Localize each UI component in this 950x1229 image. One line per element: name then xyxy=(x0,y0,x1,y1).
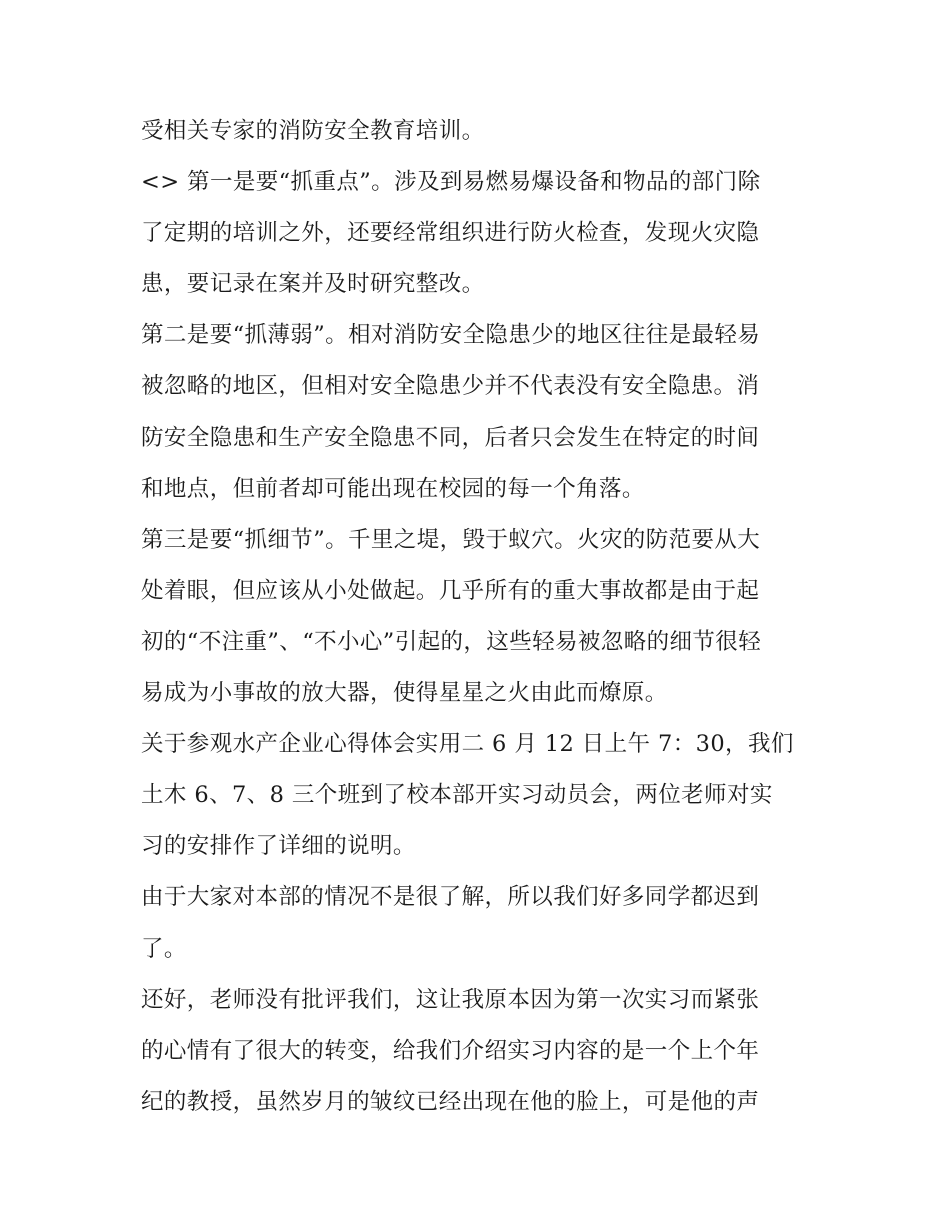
text-line: 了定期的培训之外，还要经常组织进行防火检查，发现火灾隐 xyxy=(141,220,760,247)
body-text xyxy=(141,112,821,1134)
text-line: 由于大家对本部的情况不是很了解，所以我们好多同学都迟到 xyxy=(141,884,760,911)
text-line: 和地点，但前者却可能出现在校园的每一个角落。 xyxy=(141,475,645,502)
text-line: 被忽略的地区，但相对安全隐患少并不代表没有安全隐患。消 xyxy=(141,373,760,400)
text-line: 处着眼，但应该从小处做起。几乎所有的重大事故都是由于起 xyxy=(141,577,760,604)
text-line: 防安全隐患和生产安全隐患不同，后者只会发生在特定的时间 xyxy=(141,424,760,451)
text-line: <> 第一是要“抓重点”。涉及到易燃易爆设备和物品的部门除 xyxy=(141,169,761,196)
text-line: 纪的教授，虽然岁月的皱纹已经出现在他的脸上，可是他的声 xyxy=(141,1088,760,1115)
text-line: 土木 6、7、8 三个班到了校本部开实习动员会，两位老师对实 xyxy=(141,782,773,809)
text-line: 关于参观水产企业心得体会实用二 6 月 12 日上午 7：30，我们 xyxy=(141,731,794,758)
text-line: 第二是要“抓薄弱”。相对消防安全隐患少的地区往往是最轻易 xyxy=(141,322,761,349)
text-line: 还好，老师没有批评我们，这让我原本因为第一次实习而紧张 xyxy=(141,986,760,1013)
text-line: 的心情有了很大的转变，给我们介绍实习内容的是一个上个年 xyxy=(141,1037,760,1064)
text-line: 患，要记录在案并及时研究整改。 xyxy=(141,271,485,298)
text-line: 初的“不注重”、“不小心”引起的，这些轻易被忽略的细节很轻 xyxy=(141,628,762,655)
text-line: 了。 xyxy=(141,935,187,962)
text-line: 第三是要“抓细节”。千里之堤，毁于蚁穴。火灾的防范要从大 xyxy=(141,526,761,553)
text-line: 受相关专家的消防安全教育培训。 xyxy=(141,118,485,144)
text-line: 习的安排作了详细的说明。 xyxy=(141,833,416,860)
text-line: 易成为小事故的放大器，使得星星之火由此而燎原。 xyxy=(141,680,668,707)
